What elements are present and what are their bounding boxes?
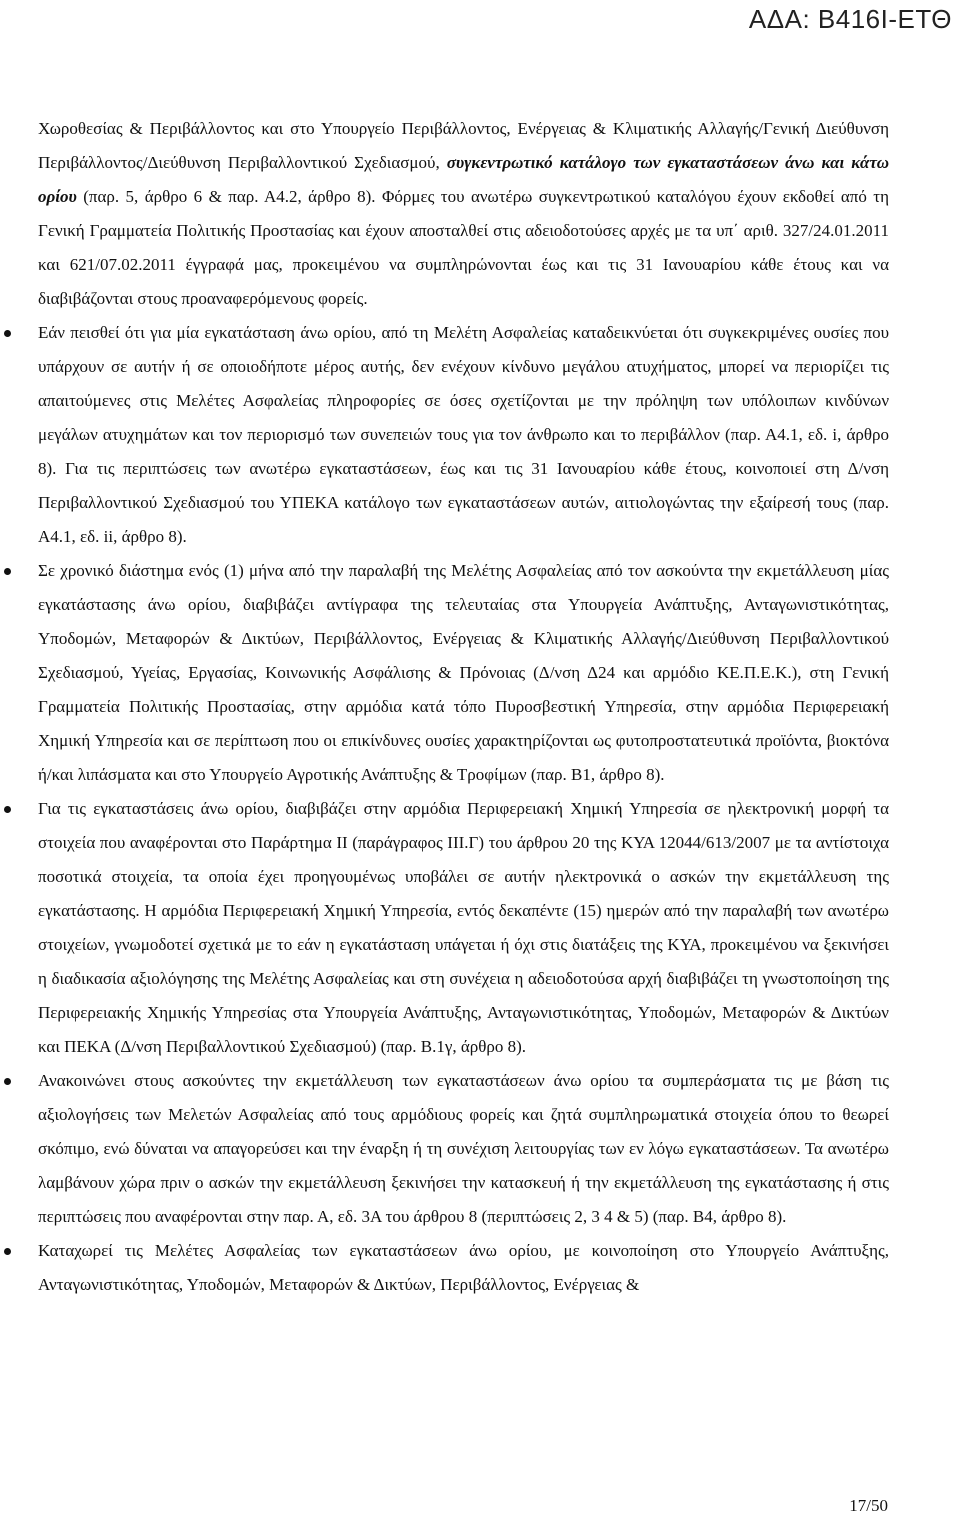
bullet-item [38,792,889,1064]
intro-text-end: (παρ. 5, άρθρο 6 & παρ. Α4.2, άρθρο 8). Φόρμες του ανωτέρω συγκεντρωτικού καταλόγου έχουν εκδοθεί από τη Γενική Γραμματεία Πολιτικής Προστασίας και έχουν αποσταλθεί στις αδειοδοτούσες αρχές με τα υπ΄ αριθ. 327/24.01.2011 και 621/07.02.2011 έγγραφά μας, προκειμένου να συμπληρώνονται έως και τις 31 Ιανουαρίου κάθε έτους και να διαβιβάζονται στους προαναφερόμενους φορείς. [38,187,889,308]
bullet-list [38,316,889,1302]
bullet-dot-icon [4,568,11,575]
bullet-dot-icon [4,330,11,337]
bullet-dot-icon [4,1248,11,1255]
intro-emphasis: συγκεντρωτικό κατάλογο των εγκαταστάσεων άνω και κάτω ορίου [38,153,889,206]
bullet-dot-icon [4,806,11,813]
bullet-item [38,554,889,792]
bullet-text: Καταχωρεί τις Μελέτες Ασφαλείας των εγκαταστάσεων άνω ορίου, με κοινοποίηση στο Υπουργείο Ανάπτυξης, Ανταγωνιστικότητας, Υποδομών, Μεταφορών & Δικτύων, Περιβάλλοντος, Ενέργειας & [38,1241,889,1294]
bullet-item [38,1064,889,1234]
bullet-item [38,316,889,554]
intro-text-start: Χωροθεσίας & Περιβάλλοντος και στο Υπουργείο Περιβάλλοντος, Ενέργειας & Κλιματικής Αλλαγής/Γενική Διεύθυνση Περιβάλλοντος/Διεύθυνση Περιβαλλοντικού Σχεδιασμού, [38,119,889,172]
page-number: 17/50 [849,1496,888,1515]
bullet-text: Ανακοινώνει στους ασκούντες την εκμετάλλευση των εγκαταστάσεων άνω ορίου τα συμπεράσματα τις με βάση τις αξιολογήσεις των Μελετών Ασφαλείας από τους αρμόδιους φορείς και ζητά συμπληρωματικά στοιχεία όπου το θεωρεί σκόπιμο, ενώ δύναται να απαγορεύσει και την έναρξη ή τη συνέχιση λειτουργίας των εν λόγω εγκαταστάσεων. Τα ανωτέρω λαμβάνουν χώρα πριν ο ασκών την εκμετάλλευση ξεκινήσει την κατασκευή ή την εκμετάλλευση της εγκατάστασης ή στις περιπτώσεις που αναφέρονται στην παρ. Α, εδ. 3Α του άρθρου 8 (περιπτώσεις 2, 3 4 & 5) (παρ. Β4, άρθρο 8). [38,1071,889,1226]
bullet-dot-icon [4,1078,11,1085]
ada-header: ΑΔΑ: Β416Ι-ΕΤΘ [748,4,952,34]
document-body [38,112,889,1302]
bullet-text: Για τις εγκαταστάσεις άνω ορίου, διαβιβάζει στην αρμόδια Περιφερειακή Χημική Υπηρεσία σε ηλεκτρονική μορφή τα στοιχεία που αναφέρονται στο Παράρτημα ΙΙ (παράγραφος ΙΙΙ.Γ) του άρθρου 20 της ΚΥΑ 12044/613/2007 με τα αντίστοιχα ποσοτικά στοιχεία, τα οποία έχει προηγουμένως υποβάλει σε αυτήν ηλεκτρονικά ο ασκών την εκμετάλλευση της εγκατάστασης. Η αρμόδια Περιφερειακή Χημική Υπηρεσία, εντός δεκαπέντε (15) ημερών από την παραλαβή των ανωτέρω στοιχείων, γνωμοδοτεί σχετικά με το εάν η εγκατάσταση υπάγεται ή όχι στις διατάξεις της ΚΥΑ, προκειμένου να ξεκινήσει η διαδικασία αξιολόγησης της Μελέτης Ασφαλείας και στη συνέχεια η αδειοδοτούσα αρχή διαβιβάζει τη γνωστοποίηση της Περιφερειακής Χημικής Υπηρεσίας στα Υπουργεία Ανάπτυξης, Ανταγωνιστικότητας, Υποδομών, Μεταφορών & Δικτύων και ΠΕΚΑ (Δ/νση Περιβαλλοντικού Σχεδιασμού) (παρ. Β.1γ, άρθρο 8). [38,799,889,1056]
bullet-text: Εάν πεισθεί ότι για μία εγκατάσταση άνω ορίου, από τη Μελέτη Ασφαλείας καταδεικνύεται ότι συγκεκριμένες ουσίες που υπάρχουν σε αυτήν ή σε οποιοδήποτε μέρος αυτής, δεν ενέχουν κίνδυνο μεγάλου ατυχήματος, μπορεί να περιορίζει τις απαιτούμενες στις Μελέτες Ασφαλείας πληροφορίες σε όσες σχετίζονται με την πρόληψη των υπόλοιπων κινδύνων μεγάλων ατυχημάτων και τον περιορισμό των συνεπειών τους για τον άνθρωπο και το περιβάλλον (παρ. Α4.1, εδ. i, άρθρο 8). Για τις περιπτώσεις των ανωτέρω εγκαταστάσεων, έως και τις 31 Ιανουαρίου κάθε έτους, κοινοποιεί στη Δ/νση Περιβαλλοντικού Σχεδιασμού του ΥΠΕΚΑ κατάλογο των εγκαταστάσεων αυτών, αιτιολογώντας την εξαίρεσή τους (παρ. Α4.1, εδ. ii, άρθρο 8). [38,323,889,546]
bullet-item [38,1234,889,1302]
intro-paragraph [38,112,889,316]
bullet-text: Σε χρονικό διάστημα ενός (1) μήνα από την παραλαβή της Μελέτης Ασφαλείας από τον ασκούντα την εκμετάλλευση μίας εγκατάστασης άνω ορίου, διαβιβάζει αντίγραφα της τελευταίας στα Υπουργεία Ανάπτυξης, Ανταγωνιστικότητας, Υποδομών, Μεταφορών & Δικτύων, Περιβάλλοντος, Ενέργειας & Κλιματικής Αλλαγής/Διεύθυνση Περιβαλλοντικού Σχεδιασμού, Υγείας, Εργασίας, Κοινωνικής Ασφάλισης & Πρόνοιας (Δ/νση Δ24 και αρμόδιο ΚΕ.Π.Ε.Κ.), στη Γενική Γραμματεία Πολιτικής Προστασίας, στην αρμόδια κατά τόπο Πυροσβεστική Υπηρεσία, στην αρμόδια Περιφερειακή Χημική Υπηρεσία και σε περίπτωση που οι επικίνδυνες ουσίες χαρακτηρίζονται ως φυτοπροστατευτικά προϊόντα, βιοκτόνα ή/και λιπάσματα και στο Υπουργείο Αγροτικής Ανάπτυξης & Τροφίμων (παρ. Β1, άρθρο 8). [38,561,889,784]
